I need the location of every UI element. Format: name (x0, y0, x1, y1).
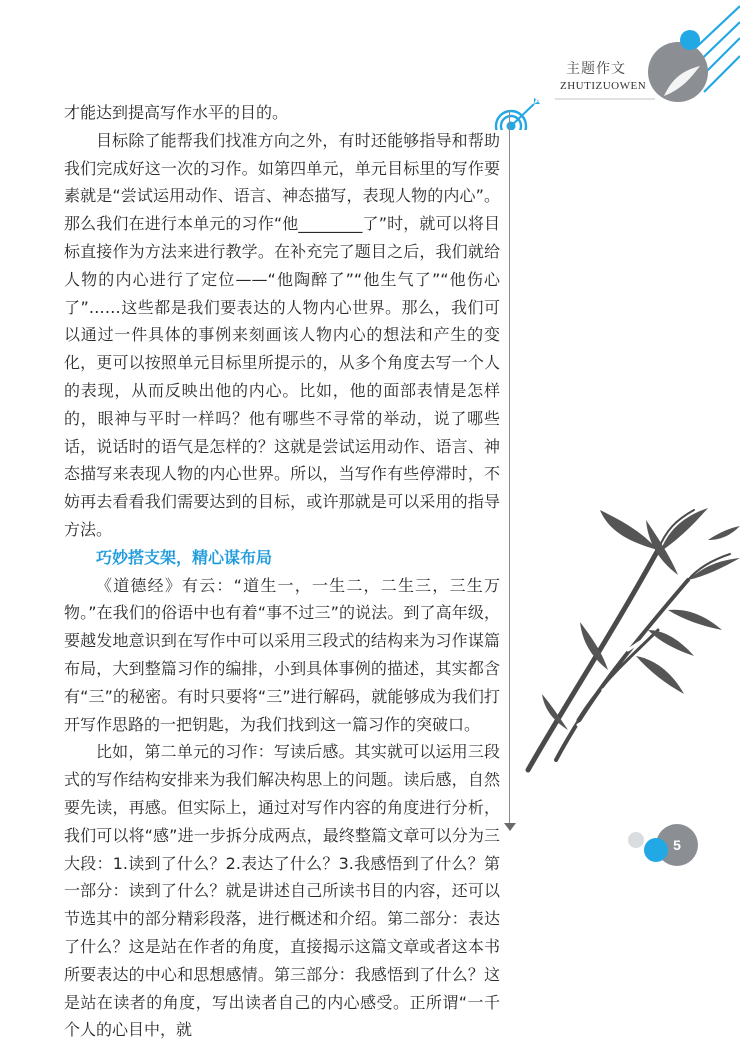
paragraph-4: 比如，第二单元的习作：写读后感。其实就可以运用三段式的写作结构安排来为我们解决构思上的问题。读后感，自然要先读，再感。但实际上，通过对写作内容的角度进行分析，我们可以将“感”进一步拆分成两点，最终整篇文章可以分为三大段：1.读到了什么？2.表达了什么？3.我感悟到了什么？第一部分：读到了什么？就是讲述自己所读书目的内容，还可以节选其中的部分精彩段落，进行概述和介绍。第二部分：表达了什么？这是站在作者的角度，直接揭示这篇文章或者这本书所要表达的中心和思想感情。第三部分：我感悟到了什么？这是站在读者的角度，写出读者自己的内心感受。正所谓“一千个人的心目中，就 (64, 742, 500, 1040)
header-title: 主题作文 (566, 61, 626, 77)
paragraph-3: 《道德经》有云：“道生一，一生二，二生三，三生万物。”在我们的俗语中也有着“事不过三”的说法。到了高年级，要越发地意识到在写作中可以采用三段式的结构来为习作谋篇布局，大到整篇习作的编排，小到具体事例的描述，其实都含有“三”的秘密。有时只要将“三”进行解码，就能够成为我们打开写作思路的一把钥匙，为我们找到这一篇习作的突破口。 (64, 575, 500, 734)
page-number: 5 (673, 837, 681, 853)
bamboo-illustration (508, 480, 740, 780)
section-heading: 巧妙搭支架，精心谋布局 (96, 547, 273, 567)
header-grey-circle (648, 42, 708, 102)
header-blue-dot (680, 30, 700, 50)
header-subtitle: ZHUTIZUOWEN (560, 80, 647, 92)
target-arrow-icon (496, 98, 540, 130)
paragraph-1: 才能达到提高写作水平的目的。 (64, 103, 289, 122)
page-number-dot-small (628, 832, 644, 848)
margin-rule-arrow (504, 823, 516, 831)
article-body (64, 99, 500, 1044)
paragraph-2: 目标除了能帮我们找准方向之外，有时还能够指导和帮助我们完成好这一次的习作。如第四单元，单元目标里的写作要素就是“尝试运用动作、语言、神态描写，表现人物的内心”。那么我们在进行本单元的习作“他________了”时，就可以将目标直接作为方法来进行教学。在补充完了题目之后，我们就给人物的内心进行了定位——“他陶醉了”“他生气了”“他伤心了”……这些都是我们要表达的人物内心世界。那么，我们可以通过一件具体的事例来刻画该人物内心的想法和产生的变化，更可以按照单元目标里所提示的，从多个角度去写一个人的表现，从而反映出他的内心。比如，他的面部表情是怎样的，眼神与平时一样吗？他有哪些不寻常的举动，说了哪些话，说话时的语气是怎样的？这就是尝试运用动作、语言、神态描写来表现人物的内心世界。所以，当写作有些停滞时，不妨再去看看我们需要达到的目标，或许那就是可以采用的指导方法。 (64, 130, 500, 539)
